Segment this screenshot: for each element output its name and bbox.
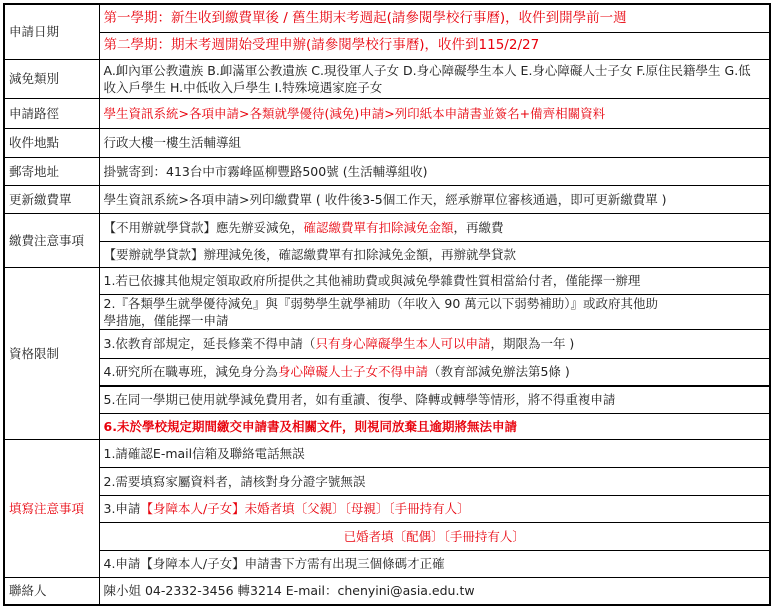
categories-line-1: A.卹內軍公教遺族 B.卹滿軍公教遺族 C.現役軍人子女 D.身心障礙學生本人 E.身心障礙人士子女 F.原住民籍學生 G.低 [103, 62, 751, 78]
eligibility-item-2 [99, 294, 770, 329]
row-payment-notes-1 [4, 213, 770, 241]
row-fill-notes-2 [4, 467, 770, 495]
row-eligibility-5 [4, 386, 770, 413]
eligibility-item-2-line-1: 2.『各類學生就學優待減免』與『弱勢學生就學補助（年收入 90 萬元以下弱勢補助）』或政府其他助 [103, 295, 659, 311]
payment-notes-item-1 [99, 213, 770, 241]
row-eligibility-1 [4, 267, 770, 294]
scholarship-reduction-info-table [3, 3, 771, 606]
payment-notes-item-2: 【要辦就學貸款】辦理減免後，確認繳費單有扣除減免金額，再辦就學貸款 [99, 241, 770, 267]
eligibility-item-5: 5.在同一學期已使用就學減免費用者，如有重讀、復學、降轉或轉學等情形，將不得重複申請 [99, 386, 770, 413]
label-apply-date: 申請日期 [4, 4, 99, 59]
eligibility-item-3-suffix: ，期限為一年 ) [490, 336, 575, 351]
row-apply-path [4, 98, 770, 128]
fill-notes-item-1: 1.請確認E-mail信箱及聯絡電話無誤 [99, 439, 770, 467]
row-fill-notes-4 [4, 550, 770, 577]
row-eligibility-6 [4, 413, 770, 439]
apply-date-semester-1: 第一學期：新生收到繳費單後 / 舊生期末考週起(請參閱學校行事曆)，收件到開學前一週 [99, 4, 770, 32]
receive-place-text: 行政大樓一樓生活輔導組 [99, 128, 770, 157]
fill-notes-item-3-married: 已婚者填〔配偶〕〔手冊持有人〕 [99, 522, 770, 550]
eligibility-item-6: 6.未於學校規定期間繳交申請書及相關文件，則視同放棄且逾期將無法申請 [99, 413, 770, 439]
row-apply-date-sem2 [4, 32, 770, 59]
label-fill-notes: 填寫注意事項 [4, 439, 99, 577]
eligibility-item-4-suffix: （教育部減免辦法第5條 ) [427, 364, 570, 380]
row-eligibility-4 [4, 358, 770, 386]
row-eligibility-3 [4, 329, 770, 358]
mail-address-text: 掛號寄到：413台中市霧峰區柳豐路500號 (生活輔導組收) [99, 157, 770, 185]
row-payment-notes-2 [4, 241, 770, 267]
contact-text: 陳小姐 04-2332-3456 轉3214 E-mail：chenyini@asia.edu.tw [99, 577, 770, 605]
eligibility-item-2-line-2: 學措施，僅能擇一申請 [103, 312, 229, 328]
label-contact: 聯絡人 [4, 577, 99, 605]
fill-notes-item-2: 2.需要填寫家屬資料者，請核對身分證字號無誤 [99, 467, 770, 495]
payment-notes-item-1-prefix: 【不用辦就學貸款】應先辦妥減免， [103, 219, 304, 235]
update-bill-text: 學生資訊系統>各項申請>列印繳費單 ( 收件後3-5個工作天，經承辦單位審核通過，即可更新繳費單 ) [99, 185, 770, 213]
row-receive-place [4, 128, 770, 157]
apply-date-semester-2: 第二學期：期末考週開始受理申辦(請參閱學校行事曆)，收件到115/2/27 [99, 32, 770, 59]
row-update-bill [4, 185, 770, 213]
eligibility-item-3-prefix: 3.依教育部規定，延長修業不得申請（ [103, 336, 316, 351]
row-eligibility-2 [4, 294, 770, 329]
eligibility-item-3-highlight: 只有身心障礙學生本人可以申請 [315, 336, 491, 351]
payment-notes-item-1-suffix: ，再繳費 [453, 219, 504, 235]
label-receive-place: 收件地點 [4, 128, 99, 157]
categories-text [99, 59, 770, 98]
eligibility-item-3 [99, 329, 770, 358]
fill-notes-item-3-highlight: 【身障本人/子女】未婚者填〔父親〕〔母親〕〔手冊持有人〕 [140, 501, 470, 516]
categories-line-2: 收入戶學生 H.中低收入戶學生 I.特殊境遇家庭子女 [103, 79, 383, 95]
row-fill-notes-3 [4, 495, 770, 522]
label-apply-path: 申請路徑 [4, 98, 99, 128]
label-categories: 減免類別 [4, 59, 99, 98]
row-contact [4, 577, 770, 605]
label-payment-notes: 繳費注意事項 [4, 213, 99, 267]
fill-notes-item-3 [99, 495, 770, 522]
row-apply-date-sem1 [4, 4, 770, 32]
label-mail-address: 郵寄地址 [4, 157, 99, 185]
row-mail-address [4, 157, 770, 185]
fill-notes-item-3-prefix: 3.申請 [103, 501, 141, 516]
row-categories [4, 59, 770, 98]
row-fill-notes-1 [4, 439, 770, 467]
eligibility-item-1: 1.若已依據其他規定領取政府所提供之其他補助費或與減免學雜費性質相當給付者，僅能擇一辦理 [99, 267, 770, 294]
eligibility-item-4-highlight: 身心障礙人士子女不得申請 [277, 364, 428, 380]
eligibility-item-4 [99, 358, 770, 386]
label-update-bill: 更新繳費單 [4, 185, 99, 213]
eligibility-item-4-prefix: 4.研究所在職專班，減免身分為 [103, 364, 278, 380]
payment-notes-item-1-highlight: 確認繳費單有扣除減免金額 [303, 219, 454, 235]
row-fill-notes-3b [4, 522, 770, 550]
fill-notes-item-4: 4.申請【身障本人/子女】申請書下方需有出現三個條碼才正確 [99, 550, 770, 577]
label-eligibility: 資格限制 [4, 267, 99, 439]
apply-path-text: 學生資訊系統>各項申請>各類就學優待(減免)申請>列印紙本申請書並簽名+備齊相關資料 [99, 98, 770, 128]
